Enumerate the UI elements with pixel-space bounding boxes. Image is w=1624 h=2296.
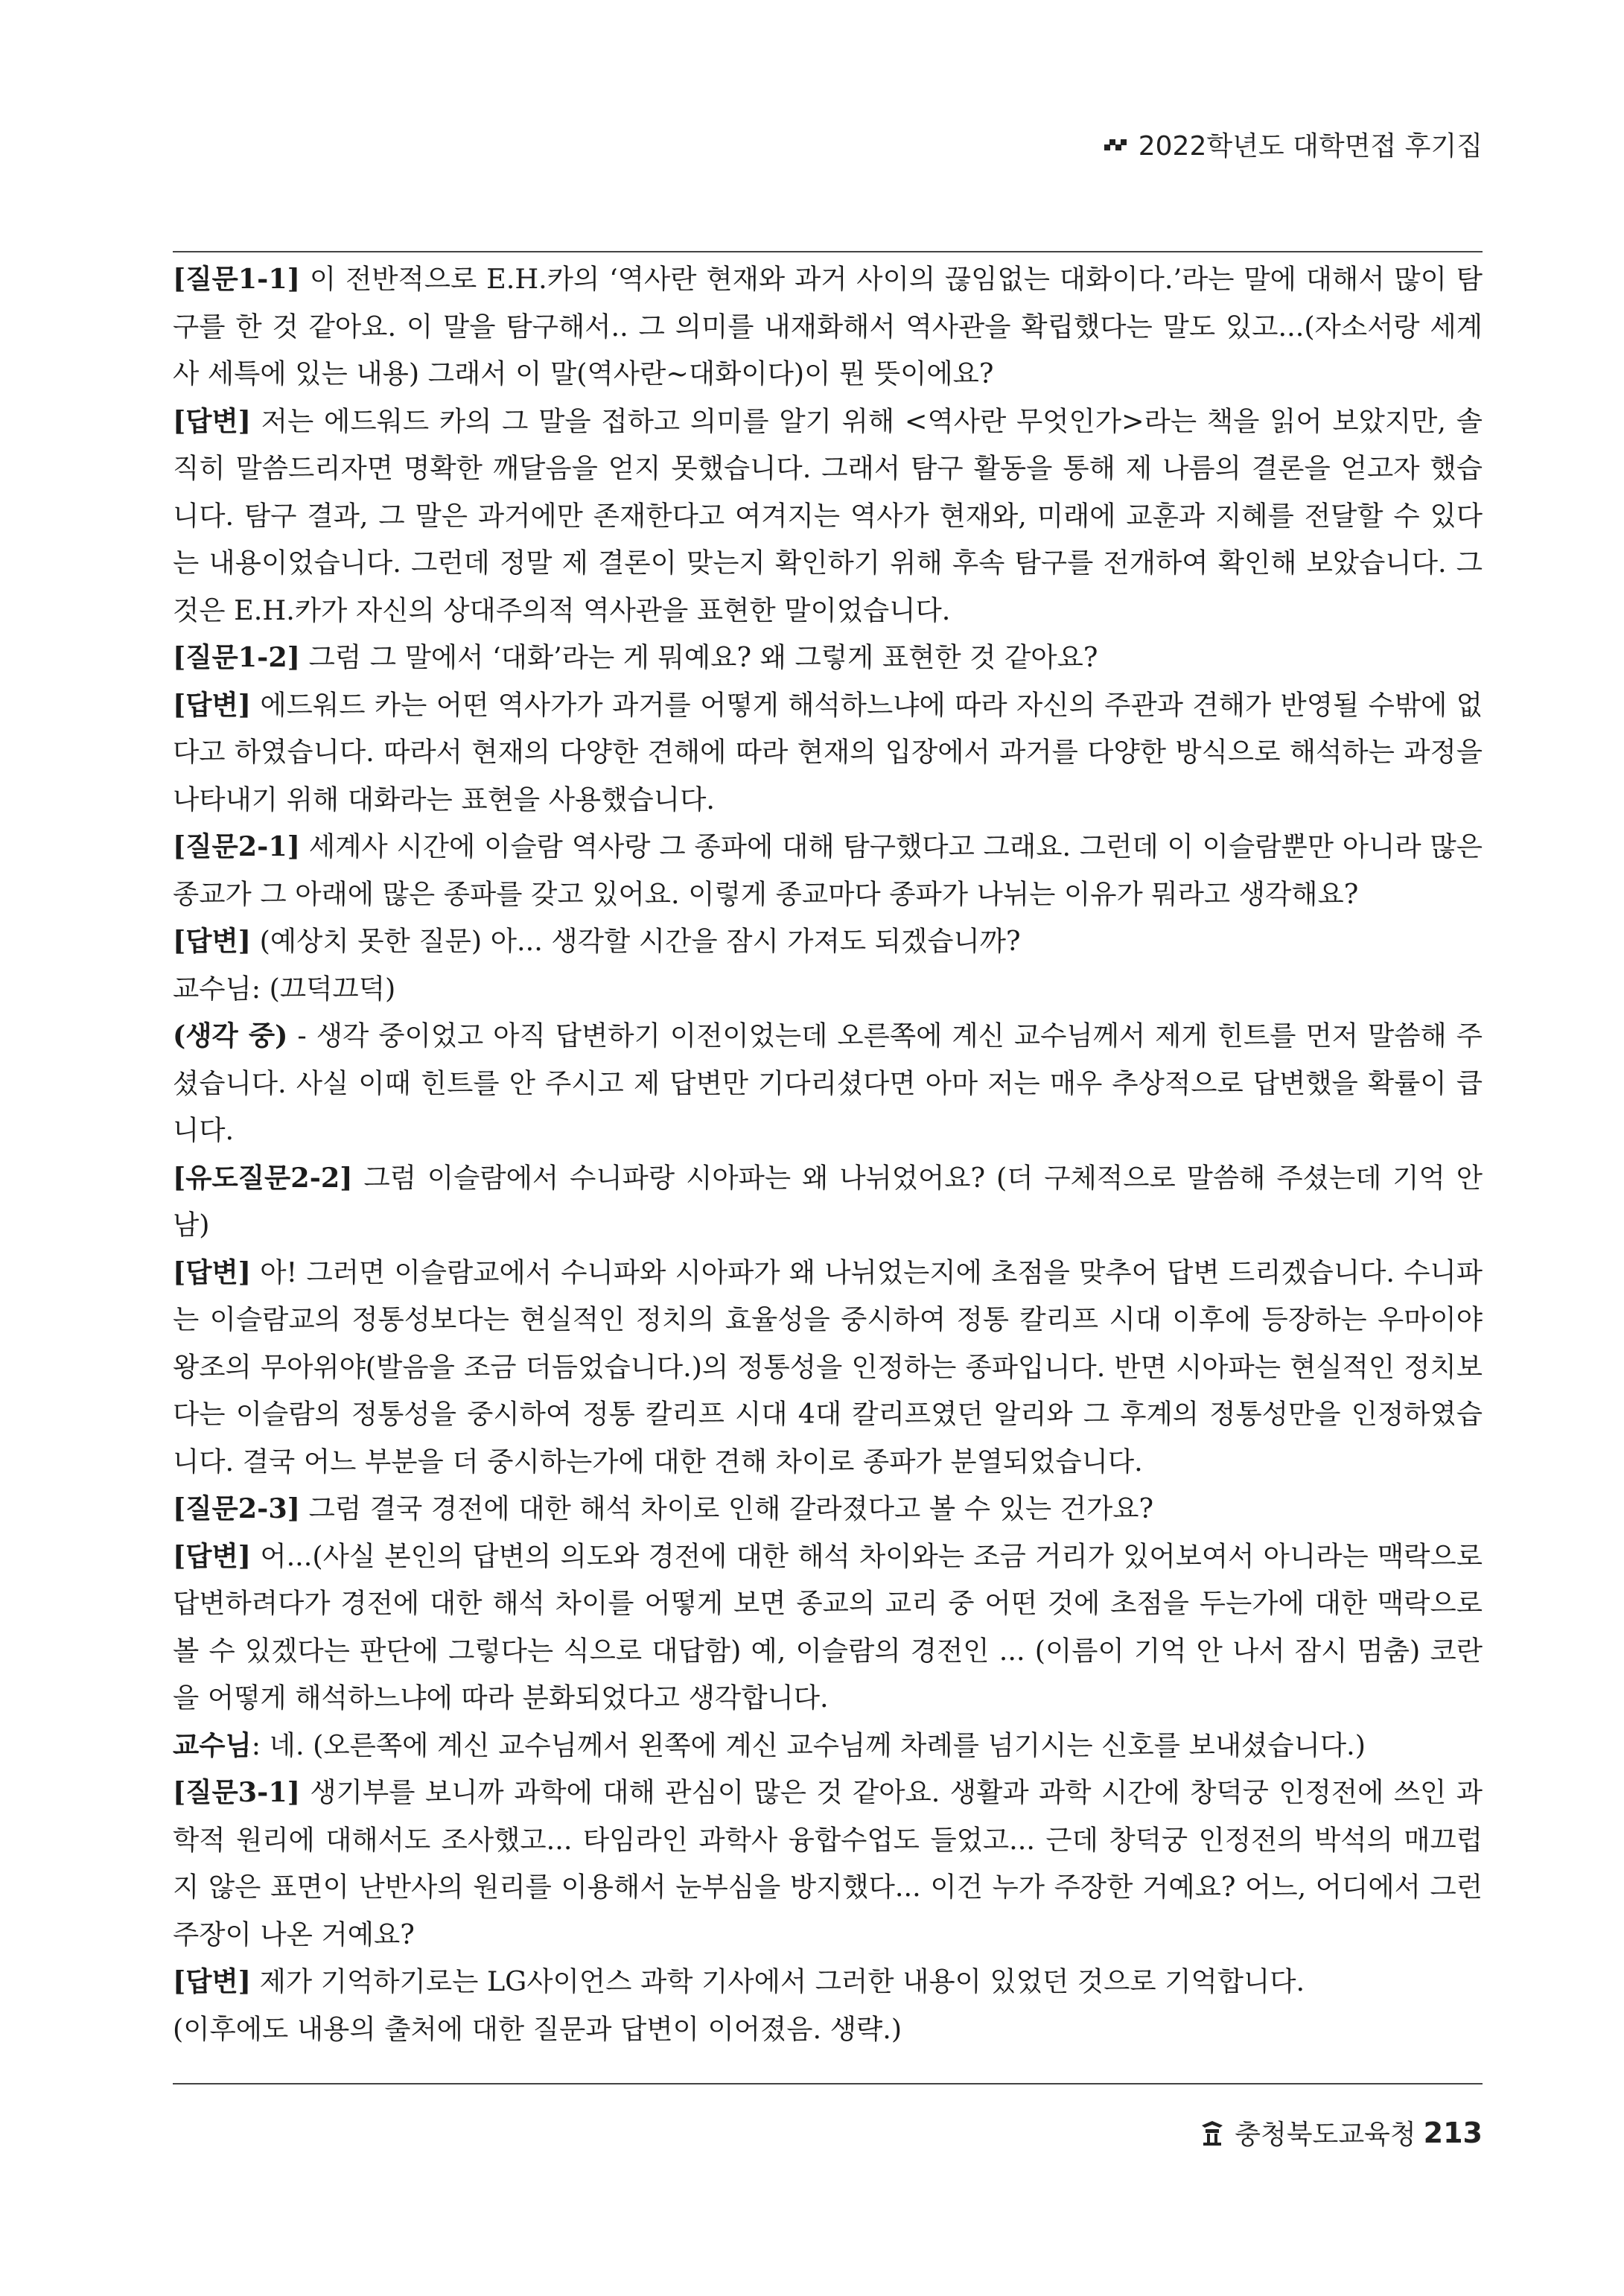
interview-transcript xyxy=(173,255,1483,2052)
transcript-paragraph xyxy=(173,1012,1483,1154)
transcript-paragraph xyxy=(173,1722,1483,1769)
transcript-paragraph xyxy=(173,255,1483,398)
speaker-tag: (생각 중) xyxy=(173,1020,288,1052)
paragraph-text: 그럼 그 말에서 ‘대화’라는 게 뭐예요? 왜 그렇게 표현한 것 같아요? xyxy=(300,641,1098,673)
top-divider xyxy=(173,251,1483,252)
paragraph-text: 아! 그러면 이슬람교에서 수니파와 시아파가 왜 나뉘었는지에 초점을 맞추어 답변 드리겠습니다. 수니파는 이슬람교의 정통성보다는 현실적인 정치의 효율성을 중시하여 정통 칼리프 시대 이후에 등장하는 우마이야 왕조의 무아위야(발음을 조금 더듬었습니다.)의 정통성을 인정하는 종파입니다. 반면 시아파는 현실적인 정치보다는 이슬람의 정통성을 중시하여 정통 칼리프 시대 4대 칼리프였던 알리와 그 후계의 정통성만을 인정하였습니다. 결국 어느 부분을 더 중시하는가에 대한 견해 차이로 종파가 분열되었습니다. xyxy=(173,1256,1483,1478)
transcript-paragraph xyxy=(173,398,1483,635)
page-number: 213 xyxy=(1423,2116,1483,2149)
paragraph-text: 에드워드 카는 어떤 역사가가 과거를 어떻게 해석하느냐에 따라 자신의 주관과 견해가 반영될 수밖에 없다고 하였습니다. 따라서 현재의 다양한 견해에 따라 현재의 입장에서 과거를 다양한 방식으로 해석하는 과정을 나타내기 위해 대화라는 표현을 사용했습니다. xyxy=(173,688,1483,815)
speaker-tag: [답변] xyxy=(173,1965,252,1997)
speaker-tag: [답변] xyxy=(173,404,252,437)
paragraph-text: 그럼 결국 경전에 대한 해석 차이로 인해 갈라졌다고 볼 수 있는 건가요? xyxy=(300,1492,1154,1524)
emblem-icon xyxy=(1199,2119,1226,2146)
paragraph-text: 이 전반적으로 E.H.카의 ‘역사란 현재와 과거 사이의 끊임없는 대화이다.’라는 말에 대해서 많이 탐구를 한 것 같아요. 이 말을 탐구해서.. 그 의미를 내재화해서 역사관을 확립했다는 말도 있고...(자소서랑 세계사 세특에 있는 내용) 그래서 이 말(역사란~대화이다)이 뭔 뜻이에요? xyxy=(173,263,1483,389)
paragraph-text: 교수님: (끄덕끄덕) xyxy=(173,972,396,1005)
speaker-tag: [질문2-3] xyxy=(173,1492,300,1524)
transcript-paragraph xyxy=(173,1769,1483,1958)
transcript-paragraph xyxy=(173,1958,1483,2006)
paragraph-text: 생기부를 보니까 과학에 대해 관심이 많은 것 같아요. 생활과 과학 시간에 창덕궁 인정전에 쓰인 과학적 원리에 대해서도 조사했고... 타임라인 과학사 융합수업도 들었고... 근데 창덕궁 인정전의 박석의 매끄럽지 않은 표면이 난반사의 원리를 이용해서 눈부심을 방지했다... 이건 누가 주장한 거예요? 어느, 어디에서 그런 주장이 나온 거예요? xyxy=(173,1776,1483,1950)
paragraph-text: 저는 에드워드 카의 그 말을 접하고 의미를 알기 위해 <역사란 무엇인가>라는 책을 읽어 보았지만, 솔직히 말씀드리자면 명확한 깨달음을 얻지 못했습니다. 그래서 탐구 활동을 통해 제 나름의 결론을 얻고자 했습니다. 탐구 결과, 그 말은 과거에만 존재한다고 여겨지는 역사가 현재와, 미래에 교훈과 지혜를 전달할 수 있다는 내용이었습니다. 그런데 정말 제 결론이 맞는지 확인하기 위해 후속 탐구를 전개하여 확인해 보았습니다. 그것은 E.H.카가 자신의 상대주의적 역사관을 표현한 말이었습니다. xyxy=(173,404,1483,626)
speaker-tag: [답변] xyxy=(173,925,252,957)
speaker-tag: [답변] xyxy=(173,688,252,721)
transcript-paragraph xyxy=(173,2006,1483,2053)
speaker-tag: [답변] xyxy=(173,1539,252,1572)
transcript-paragraph xyxy=(173,1485,1483,1533)
speaker-tag: [질문1-2] xyxy=(173,641,300,673)
paragraph-text: 그럼 이슬람에서 수니파랑 시아파는 왜 나뉘었어요? (더 구체적으로 말씀해 주셨는데 기억 안 남) xyxy=(173,1161,1483,1241)
speaker-tag: [질문2-1] xyxy=(173,830,300,862)
bottom-divider xyxy=(173,2083,1483,2084)
paragraph-text: - 생각 중이었고 아직 답변하기 이전이었는데 오른쪽에 계신 교수님께서 제게 힌트를 먼저 말씀해 주셨습니다. 사실 이때 힌트를 안 주시고 제 답변만 기다리셨다면 아마 저는 매우 추상적으로 답변했을 확률이 큽니다. xyxy=(173,1020,1483,1146)
transcript-paragraph xyxy=(173,1533,1483,1722)
transcript-paragraph xyxy=(173,965,1483,1013)
transcript-paragraph xyxy=(173,681,1483,824)
transcript-paragraph xyxy=(173,1249,1483,1486)
paragraph-text: 제가 기억하기로는 LG사이언스 과학 기사에서 그러한 내용이 있었던 것으로 기억합니다. xyxy=(251,1965,1305,1997)
transcript-paragraph xyxy=(173,634,1483,681)
paragraph-text: : 네. (오른쪽에 계신 교수님께서 왼쪽에 계신 교수님께 차례를 넘기시는 신호를 보내셨습니다.) xyxy=(251,1729,1366,1761)
paragraph-text: (이후에도 내용의 출처에 대한 질문과 답변이 이어졌음. 생략.) xyxy=(173,2012,902,2045)
header-title: 2022학년도 대학면접 후기집 xyxy=(1138,131,1483,162)
transcript-paragraph xyxy=(173,823,1483,918)
checker-squares-icon xyxy=(1104,138,1127,151)
paragraph-text: 세계사 시간에 이슬람 역사랑 그 종파에 대해 탐구했다고 그래요. 그런데 이 이슬람뿐만 아니라 많은 종교가 그 아래에 많은 종파를 갖고 있어요. 이렇게 종교마다 종파가 나뉘는 이유가 뭐라고 생각해요? xyxy=(173,830,1483,910)
speaker-tag: [질문3-1] xyxy=(173,1776,300,1808)
speaker-tag: [답변] xyxy=(173,1256,252,1288)
page-footer xyxy=(1199,2114,1483,2152)
footer-org: 충청북도교육청 xyxy=(1235,2119,1416,2150)
paragraph-text: 어...(사실 본인의 답변의 의도와 경전에 대한 해석 차이와는 조금 거리가 있어보여서 아니라는 맥락으로 답변하려다가 경전에 대한 해석 차이를 어떻게 보면 종교의 교리 중 어떤 것에 초점을 두는가에 대한 맥락으로 볼 수 있겠다는 판단에 그렇다는 식으로 대답함) 예, 이슬람의 경전인 ... (이름이 기억 안 나서 잠시 멈춤) 코란을 어떻게 해석하느냐에 따라 분화되었다고 생각합니다. xyxy=(173,1539,1483,1714)
paragraph-text: (예상치 못한 질문) 아... 생각할 시간을 잠시 가져도 되겠습니까? xyxy=(251,925,1021,957)
speaker-tag: [질문1-1] xyxy=(173,263,300,295)
transcript-paragraph xyxy=(173,1154,1483,1249)
transcript-paragraph xyxy=(173,918,1483,965)
speaker-tag: [유도질문2-2] xyxy=(173,1161,353,1194)
speaker-tag: 교수님 xyxy=(173,1729,252,1761)
page-header xyxy=(1104,125,1483,163)
